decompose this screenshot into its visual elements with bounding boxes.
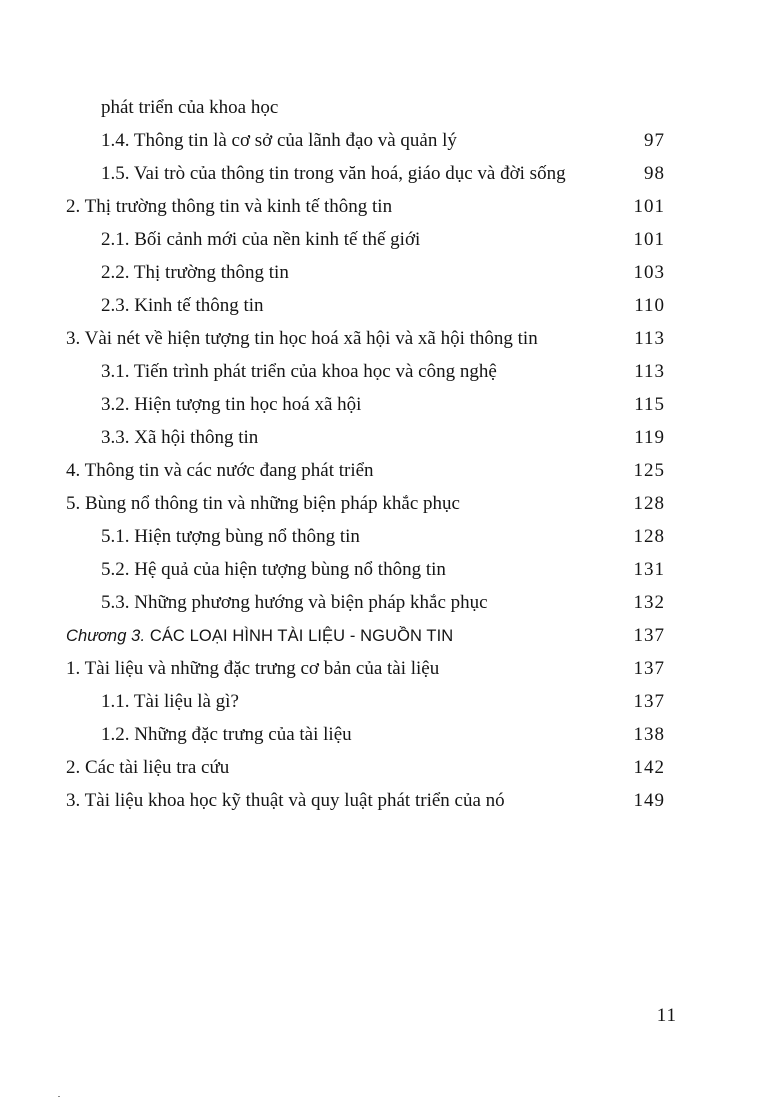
- toc-entry-title: 3. Tài liệu khoa học kỹ thuật và quy luật phát triển của nó: [66, 790, 505, 811]
- toc-entry-title: 2.3. Kinh tế thông tin: [101, 295, 264, 316]
- toc-entry-page: 113: [634, 328, 665, 349]
- toc-entry-3-1: [0, 360, 775, 384]
- toc-entry-continued: [0, 96, 775, 120]
- toc-entry-page: 128: [633, 526, 665, 547]
- page-number: 11: [656, 1005, 677, 1026]
- toc-entry-title: 5.2. Hệ quả của hiện tượng bùng nổ thông tin: [101, 559, 446, 580]
- toc-entry-page: 101: [633, 229, 665, 250]
- toc-entry-page: 115: [634, 394, 665, 415]
- toc-entry-page: 142: [633, 757, 665, 778]
- toc-entry-title: 1.1. Tài liệu là gì?: [101, 691, 239, 712]
- toc-entry-title: 5.1. Hiện tượng bùng nổ thông tin: [101, 526, 360, 547]
- toc-entry-page: 113: [634, 361, 665, 382]
- toc-chapter-3: [0, 624, 775, 648]
- toc-entry-title: 5. Bùng nổ thông tin và những biện pháp khắc phục: [66, 493, 460, 514]
- toc-entry-3: [0, 327, 775, 351]
- chapter-label: Chương 3.: [66, 627, 146, 645]
- toc-entry-title: 2. Thị trường thông tin và kinh tế thông tin: [66, 196, 393, 217]
- scan-speck: [58, 1096, 60, 1097]
- toc-entry-2: [0, 195, 775, 219]
- toc-entry-page: 149: [633, 790, 665, 811]
- toc-chapter-title: [66, 624, 591, 648]
- toc-entry-page: 137: [633, 625, 665, 646]
- toc-entry-title: 4. Thông tin và các nước đang phát triển: [66, 460, 374, 481]
- toc-entry-page: 137: [633, 658, 665, 679]
- toc-entry-title: 3. Vài nét về hiện tượng tin học hoá xã hội và xã hội thông tin: [66, 328, 538, 349]
- toc-entry-page: 131: [633, 559, 665, 580]
- toc-entry-1-5: [0, 162, 775, 186]
- toc-entry-title: phát triển của khoa học: [101, 97, 279, 118]
- toc-entry-title: 1.2. Những đặc trưng của tài liệu: [101, 724, 352, 745]
- toc-entry-3-2: [0, 393, 775, 417]
- toc-entry-title: 5.3. Những phương hướng và biện pháp khắc phục: [101, 592, 488, 613]
- table-of-contents: [0, 96, 775, 822]
- toc-entry-2-3: [0, 294, 775, 318]
- toc-entry-c3-1-1: [0, 690, 775, 714]
- toc-entry-4: [0, 459, 775, 483]
- toc-entry-c3-1-2: [0, 723, 775, 747]
- toc-entry-page: 119: [634, 427, 665, 448]
- toc-entry-page: 138: [633, 724, 665, 745]
- toc-entry-title: 2.1. Bối cảnh mới của nền kinh tế thế giới: [101, 229, 421, 250]
- toc-entry-5-1: [0, 525, 775, 549]
- toc-entry-title: 1. Tài liệu và những đặc trưng cơ bản của tài liệu: [66, 658, 440, 679]
- toc-entry-page: 103: [633, 262, 665, 283]
- toc-entry-title: 3.2. Hiện tượng tin học hoá xã hội: [101, 394, 362, 415]
- toc-entry-1-4: [0, 129, 775, 153]
- toc-entry-page: 137: [633, 691, 665, 712]
- toc-entry-page: 97: [644, 130, 665, 151]
- toc-entry-page: 98: [644, 163, 665, 184]
- toc-entry-5: [0, 492, 775, 516]
- toc-entry-page: 101: [633, 196, 665, 217]
- toc-entry-5-2: [0, 558, 775, 582]
- toc-entry-page: 125: [633, 460, 665, 481]
- toc-entry-c3-3: [0, 789, 775, 813]
- toc-entry-page: 110: [634, 295, 665, 316]
- chapter-name: CÁC LOẠI HÌNH TÀI LIỆU - NGUỒN TIN: [149, 627, 454, 645]
- toc-entry-title: 1.4. Thông tin là cơ sở của lãnh đạo và quản lý: [101, 130, 457, 151]
- toc-entry-title: 3.3. Xã hội thông tin: [101, 427, 259, 448]
- toc-entry-3-3: [0, 426, 775, 450]
- toc-entry-2-2: [0, 261, 775, 285]
- toc-entry-5-3: [0, 591, 775, 615]
- toc-entry-2-1: [0, 228, 775, 252]
- toc-entry-title: 2. Các tài liệu tra cứu: [66, 757, 230, 778]
- toc-entry-c3-1: [0, 657, 775, 681]
- toc-entry-c3-2: [0, 756, 775, 780]
- toc-entry-page: 132: [633, 592, 665, 613]
- toc-entry-title: 1.5. Vai trò của thông tin trong văn hoá, giáo dục và đời sống: [101, 163, 566, 184]
- toc-entry-title: 2.2. Thị trường thông tin: [101, 262, 289, 283]
- toc-entry-title: 3.1. Tiến trình phát triển của khoa học và công nghệ: [101, 361, 497, 382]
- toc-entry-page: 128: [633, 493, 665, 514]
